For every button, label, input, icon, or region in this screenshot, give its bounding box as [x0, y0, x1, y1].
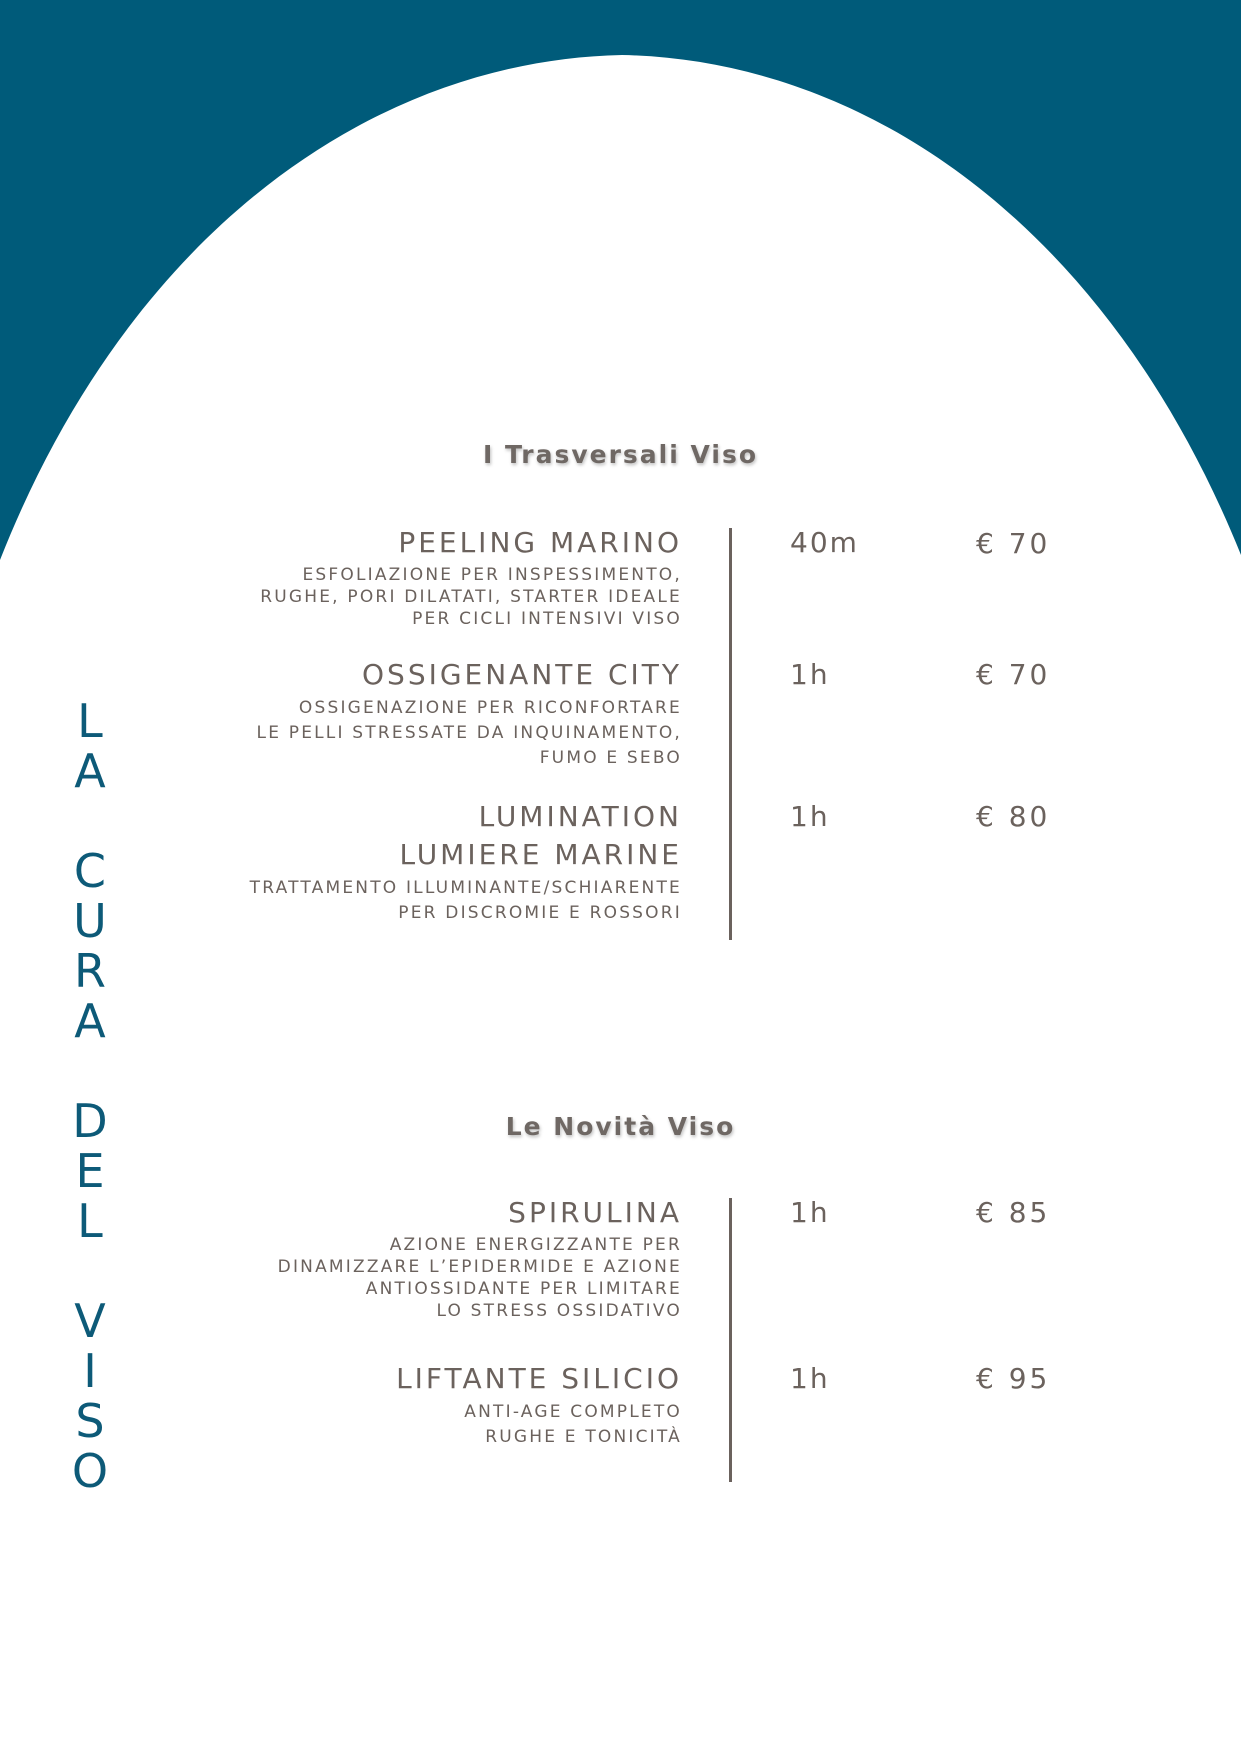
side-title-letter: I: [83, 1344, 97, 1398]
side-title-word: [72, 1296, 108, 1496]
service-price: € 70: [976, 658, 1051, 691]
service-price: € 70: [976, 527, 1051, 560]
service-name: LUMINATION LUMIERE MARINE: [399, 800, 682, 871]
service-description: AZIONE ENERGIZZANTE PER DINAMIZZARE L’EPIDERMIDE E AZIONE ANTIOSSIDANTE PER LIMITARE LO STRESS OSSIDATIVO: [277, 1235, 682, 1321]
service-duration: 40m: [790, 526, 859, 559]
side-title-letter: O: [71, 1444, 109, 1498]
side-title-letter: E: [75, 1144, 105, 1198]
service-description: TRATTAMENTO ILLUMINANTE/SCHIARENTE PER DISCROMIE E ROSSORI: [249, 878, 682, 923]
side-title-letter: L: [77, 1194, 103, 1248]
section-divider-line: [729, 528, 732, 940]
service-lumination-lumiere-marine: [150, 798, 682, 926]
service-description: ESFOLIAZIONE PER INSPESSIMENTO, RUGHE, PORI DILATATI, STARTER IDEALE PER CICLI INTENSIVI VISO: [260, 565, 682, 629]
service-price: € 95: [976, 1362, 1051, 1395]
service-duration: 1h: [790, 800, 830, 833]
service-spirulina: [150, 1194, 682, 1322]
side-title-letter: U: [73, 894, 107, 948]
service-description: OSSIGENAZIONE PER RICONFORTARE LE PELLI STRESSATE DA INQUINAMENTO, FUMO E SEBO: [256, 698, 682, 768]
service-liftante-silicio: [150, 1360, 682, 1450]
section-divider-line: [729, 1198, 732, 1482]
service-name: LIFTANTE SILICIO: [396, 1362, 682, 1395]
vertical-page-title: [60, 696, 120, 1496]
side-title-letter: V: [74, 1294, 106, 1348]
section-title-novita: Le Novità Viso: [505, 1112, 736, 1141]
service-price: € 80: [976, 800, 1051, 833]
service-duration: 1h: [790, 658, 830, 691]
section-title-trasversali: I Trasversali Viso: [482, 440, 759, 469]
side-title-letter: C: [73, 844, 107, 898]
side-title-letter: L: [77, 694, 103, 748]
service-duration: 1h: [790, 1196, 830, 1229]
service-price: € 85: [976, 1196, 1051, 1229]
service-name: OSSIGENANTE CITY: [362, 658, 682, 691]
side-title-word: [74, 696, 105, 796]
side-title-letter: S: [75, 1394, 105, 1448]
service-name: SPIRULINA: [508, 1196, 682, 1229]
side-title-letter: D: [72, 1094, 108, 1148]
service-peeling-marino: [150, 524, 682, 630]
side-title-letter: R: [74, 944, 106, 998]
side-title-word: [73, 846, 107, 1046]
service-duration: 1h: [790, 1362, 830, 1395]
service-description: ANTI-AGE COMPLETO RUGHE E TONICITÀ: [464, 1402, 682, 1447]
service-name: PEELING MARINO: [398, 526, 682, 559]
side-title-letter: A: [74, 744, 106, 798]
header-blue-band: [0, 0, 1241, 560]
side-title-letter: A: [74, 994, 106, 1048]
service-ossigenante-city: [150, 656, 682, 771]
